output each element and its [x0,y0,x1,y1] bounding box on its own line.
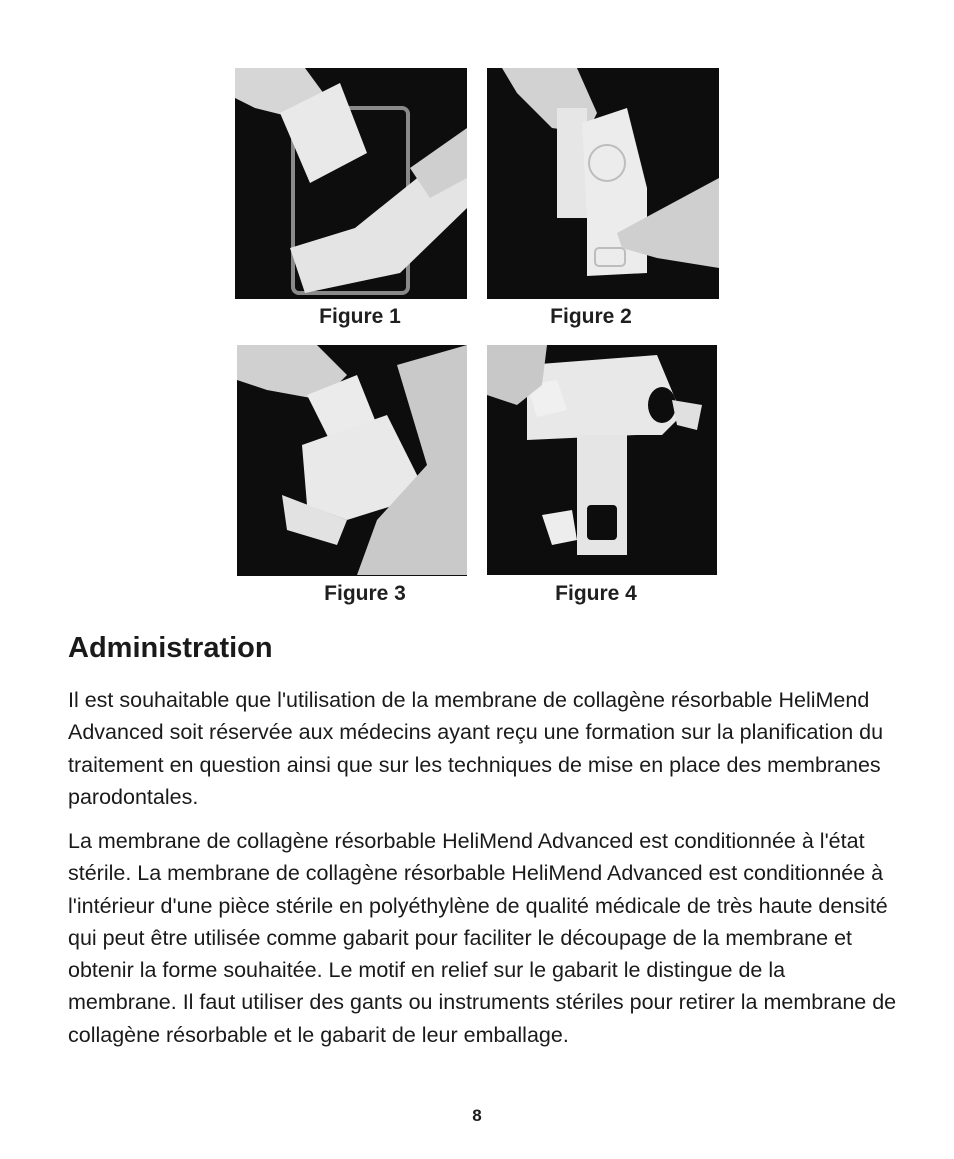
figure-4-caption: Figure 4 [555,582,637,605]
figure-2-caption: Figure 2 [550,305,632,328]
figure-4-photo [487,345,717,575]
figure-1-photo [235,68,467,299]
paragraph-2: La membrane de collagène résorbable HeliMend Advanced est conditionnée à l'état stérile. La membrane de collagène résorbable HeliMend Advanced est conditionnée à l'intérieur d'une pièce stérile en polyéthylène de qualité médicale de très haute densité qui peut être utilisée comme gabarit pour faciliter le découpage de la membrane et obtenir la forme souhaitée. Le motif en relief sur le gabarit le distingue de la membrane. Il faut utiliser des gants ou instruments stériles pour retirer la membrane de collagène résorbable et le gabarit de leur emballage. [68,829,897,1047]
figure-1-caption: Figure 1 [319,305,401,328]
figure-3-caption: Figure 3 [324,582,406,605]
figure-3-photo [237,345,467,576]
paragraph-1: Il est souhaitable que l'utilisation de la membrane de collagène résorbable HeliMend Advanced soit réservée aux médecins ayant reçu une formation sur la planification du traitement en question ainsi que sur les techniques de mise en place des membranes parodontales. [68,688,884,809]
section-heading: Administration [68,632,273,664]
page-number: 8 [472,1106,482,1125]
figure-2-photo [487,68,719,299]
